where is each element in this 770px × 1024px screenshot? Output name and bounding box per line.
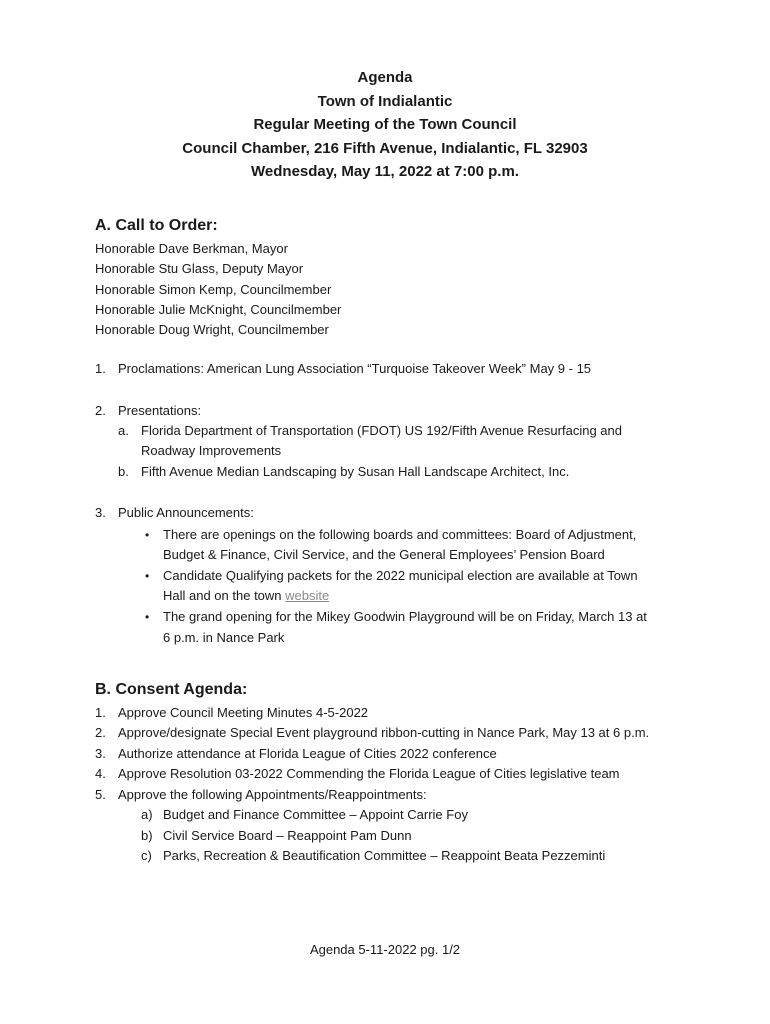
- member-item: Honorable Dave Berkman, Mayor: [95, 241, 288, 256]
- item-number: 5.: [95, 787, 106, 802]
- bullet-icon: •: [145, 528, 150, 542]
- sub-label: a.: [118, 423, 129, 438]
- bullet-icon: •: [145, 610, 150, 624]
- town-name: Town of Indialantic: [317, 92, 453, 110]
- consent-item: Approve Resolution 03-2022 Commending the Florida League of Cities legislative team: [118, 766, 620, 781]
- announcement-bullet-cont: [163, 586, 329, 606]
- website-link[interactable]: website: [285, 588, 330, 603]
- announcement-bullet-cont: Budget & Finance, Civil Service, and the General Employees’ Pension Board: [163, 547, 605, 562]
- meeting-location: Council Chamber, 216 Fifth Avenue, Indialantic, FL 32903: [182, 139, 588, 157]
- announcement-bullet: There are openings on the following boards and committees: Board of Adjustment,: [163, 527, 637, 542]
- appointment-item: Civil Service Board – Reappoint Pam Dunn: [163, 828, 412, 843]
- sub-label: b): [141, 828, 153, 843]
- sub-label: c): [141, 848, 152, 863]
- presentation-sub-item: Fifth Avenue Median Landscaping by Susan Hall Landscape Architect, Inc.: [141, 464, 570, 479]
- presentations-item: Presentations:: [118, 403, 202, 418]
- presentation-sub-item: Florida Department of Transportation (FDOT) US 192/Fifth Avenue Resurfacing and: [141, 423, 622, 438]
- member-item: Honorable Doug Wright, Councilmember: [95, 322, 329, 337]
- announcement-bullet: Candidate Qualifying packets for the 2022 municipal election are available at Town: [163, 568, 638, 583]
- member-item: Honorable Stu Glass, Deputy Mayor: [95, 261, 304, 276]
- presentation-sub-item-cont: Roadway Improvements: [141, 443, 282, 458]
- meeting-type: Regular Meeting of the Town Council: [253, 116, 517, 133]
- item-number: 2.: [95, 725, 106, 740]
- agenda-header: [0, 66, 770, 184]
- announcement-bullet: The grand opening for the Mikey Goodwin Playground will be on Friday, March 13 at: [163, 609, 647, 624]
- page-footer: Agenda 5-11-2022 pg. 1/2: [309, 942, 461, 957]
- item-number: 2.: [95, 403, 106, 418]
- appointment-item: Parks, Recreation & Beautification Committee – Reappoint Beata Pezzeminti: [163, 848, 606, 863]
- section-b-heading: B. Consent Agenda:: [95, 681, 248, 698]
- sub-label: a): [141, 807, 153, 822]
- agenda-title: Agenda: [357, 69, 413, 86]
- member-item: Honorable Simon Kemp, Councilmember: [95, 282, 332, 297]
- proclamations-item: Proclamations: American Lung Association “Turquoise Takeover Week” May 9 - 15: [118, 361, 592, 376]
- item-number: 1.: [95, 361, 106, 376]
- item-number: 1.: [95, 705, 106, 720]
- bullet-icon: •: [145, 569, 150, 583]
- member-item: Honorable Julie McKnight, Councilmember: [95, 302, 342, 317]
- announcement-bullet-cont: 6 p.m. in Nance Park: [163, 630, 285, 645]
- section-a-heading: A. Call to Order:: [95, 217, 218, 234]
- meeting-date: Wednesday, May 11, 2022 at 7:00 p.m.: [251, 163, 519, 180]
- consent-item: Authorize attendance at Florida League of Cities 2022 conference: [118, 746, 497, 761]
- consent-item: Approve/designate Special Event playground ribbon-cutting in Nance Park, May 13 at 6 p.m.: [118, 725, 650, 740]
- consent-item: Approve Council Meeting Minutes 4-5-2022: [118, 705, 369, 720]
- sub-label: b.: [118, 464, 129, 479]
- announcement-bullet-text: Hall and on the town: [163, 588, 286, 603]
- consent-item: Approve the following Appointments/Reappointments:: [118, 787, 427, 802]
- item-number: 4.: [95, 766, 106, 781]
- appointment-item: Budget and Finance Committee – Appoint Carrie Foy: [163, 807, 468, 822]
- item-number: 3.: [95, 505, 106, 520]
- item-number: 3.: [95, 746, 106, 761]
- announcements-item: Public Announcements:: [118, 505, 254, 520]
